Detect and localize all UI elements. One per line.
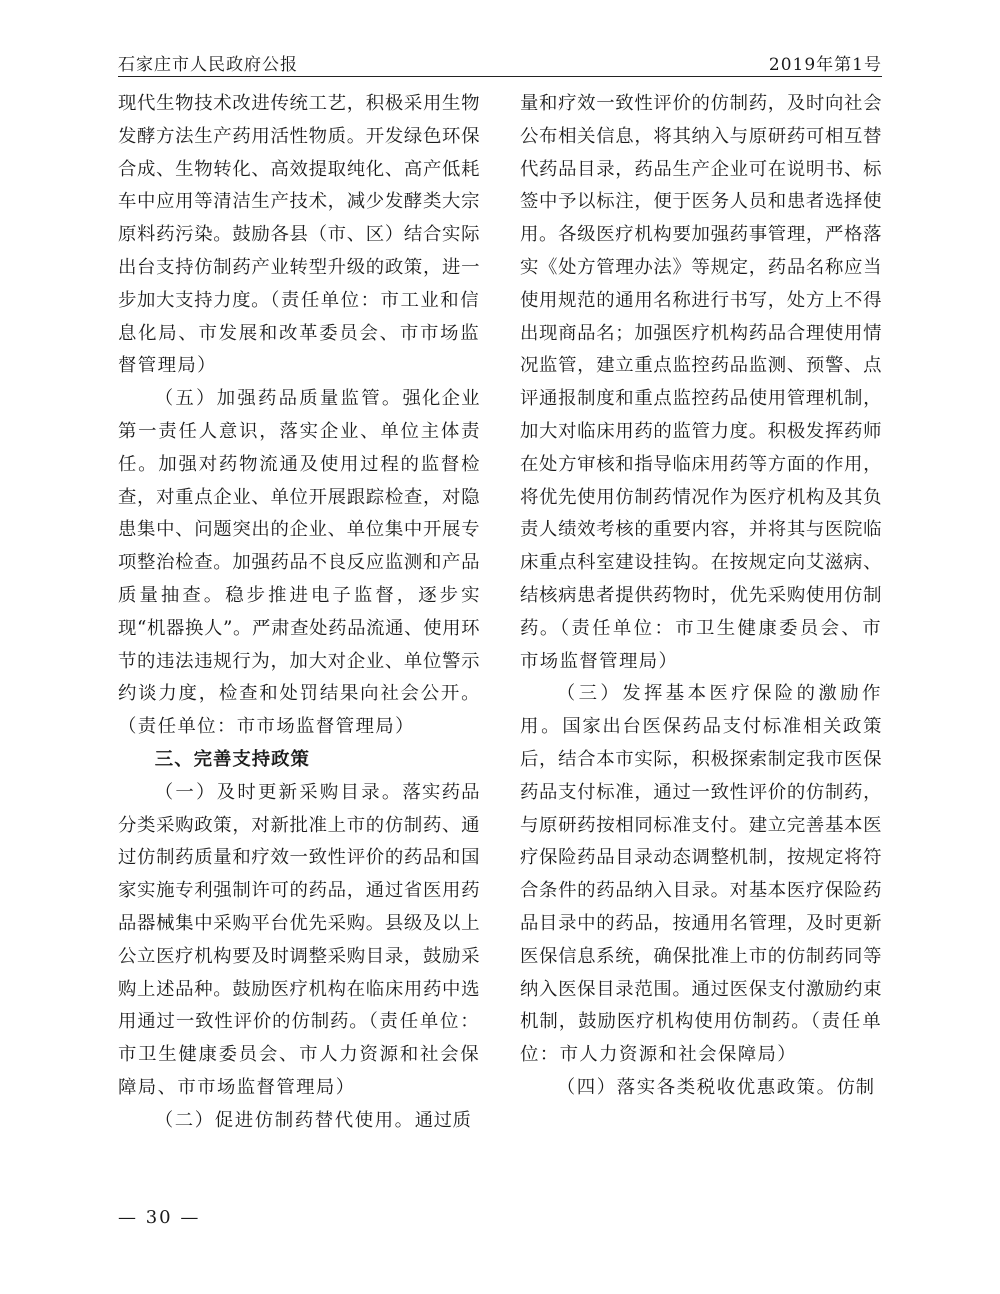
paragraph: [520, 88, 882, 678]
responsibility-note: （责任单位：市卫生健康委员会、市市场监督管理局）: [520, 617, 882, 672]
issue-number: 2019年第1号: [768, 55, 882, 75]
page-header: [118, 50, 882, 77]
subsection-title: （五）加强药品质量监管。: [154, 388, 403, 410]
paragraph-text: 现代生物技术改进传统工艺，积极采用生物发酵方法生产药用活性物质。开发绿色环保合成、生物转化、高效提取纯化、高产低耗车中应用等清洁生产技术，减少发酵类大宗原料药污染。鼓励各县（市、区）结合实际出台支持仿制药产业转型升级的政策，进一步加大支持力度。: [118, 93, 480, 311]
responsibility-note: （责任单位：市卫生健康委员会、市人力资源和社会保障局、市市场监督管理局）: [118, 1011, 480, 1098]
paragraph: [520, 678, 882, 1072]
subsection-title: （四）落实各类税收优惠政策。: [556, 1076, 837, 1098]
subsection-title: （一）及时更新采购目录。: [154, 781, 403, 803]
subsection-title: （三）发挥基本医疗保险的激励作用。: [520, 683, 882, 738]
paragraph-text: 通过质: [414, 1109, 472, 1131]
section-heading: 三、完善支持政策: [154, 748, 310, 770]
paragraph: [118, 383, 480, 744]
right-column: [520, 88, 882, 1105]
left-column: [118, 88, 480, 1138]
paragraph: [520, 1072, 882, 1105]
paragraph-text: 落实药品分类采购政策，对新批准上市的仿制药、通过仿制药质量和疗效一致性评价的药品和国家实施专利强制许可的药品，通过省医用药品器械集中采购平台优先采购。县级及以上公立医疗机构要及时调整采购目录，鼓励采购上述品种。鼓励医疗机构在临床用药中选用通过一致性评价的仿制药。: [118, 781, 480, 1033]
gazette-title: 石家庄市人民政府公报: [118, 55, 298, 75]
responsibility-note: （责任单位：市人力资源和社会保障局）: [520, 1011, 882, 1066]
responsibility-note: （责任单位：市市场监督管理局）: [118, 716, 415, 738]
paragraph-text: 国家出台医保药品支付标准相关政策后，结合本市实际，积极探索制定我市医保药品支付标准，通过一致性评价的仿制药，与原研药按相同标准支付。建立完善基本医疗保险药品目录动态调整机制，按规定将符合条件的药品纳入目录。对基本医疗保险药品目录中的药品，按通用名管理，及时更新医保信息系统，确保批准上市的仿制药同等纳入医保目录范围。通过医保支付激励约束机制，鼓励医疗机构使用仿制药。: [520, 716, 882, 1033]
responsibility-note: （责任单位：市工业和信息化局、市发展和改革委员会、市市场监督管理局）: [118, 289, 480, 377]
paragraph-text: 量和疗效一致性评价的仿制药，及时向社会公布相关信息，将其纳入与原研药可相互替代药品目录，药品生产企业可在说明书、标签中予以标注，便于医务人员和患者选择使用。各级医疗机构要加强药事管理，严格落实《处方管理办法》等规定，药品名称应当使用规范的通用名称进行书写，处方上不得出现商品名；加强医疗机构药品合理使用情况监管，建立重点监控药品监测、预警、点评通报制度和重点监控药品使用管理机制，加大对临床用药的监管力度。积极发挥药师在处方审核和指导临床用药等方面的作用，将优先使用仿制药情况作为医疗机构及其负责人绩效考核的重要内容，并将其与医院临床重点科室建设挂钩。在按规定向艾滋病、结核病患者提供药物时，优先采购使用仿制药。: [520, 93, 882, 639]
page-number: — 30 —: [118, 1207, 201, 1228]
paragraph: [118, 1105, 480, 1138]
subsection-title: （二）促进仿制药替代使用。: [154, 1109, 415, 1131]
paragraph-text: 强化企业第一责任人意识，落实企业、单位主体责任。加强对药物流通及使用过程的监督检查，对重点企业、单位开展跟踪检查，对隐患集中、问题突出的企业、单位集中开展专项整治检查。加强药品不良反应监测和产品质量抽查。稳步推进电子监督，逐步实现“机器换人”。严肃查处药品流通、使用环节的违法违规行为，加大对企业、单位警示约谈力度，检查和处罚结果向社会公开。: [118, 388, 480, 705]
paragraph: [118, 88, 480, 383]
paragraph: [118, 777, 480, 1105]
paragraph-text: 仿制: [836, 1076, 875, 1098]
